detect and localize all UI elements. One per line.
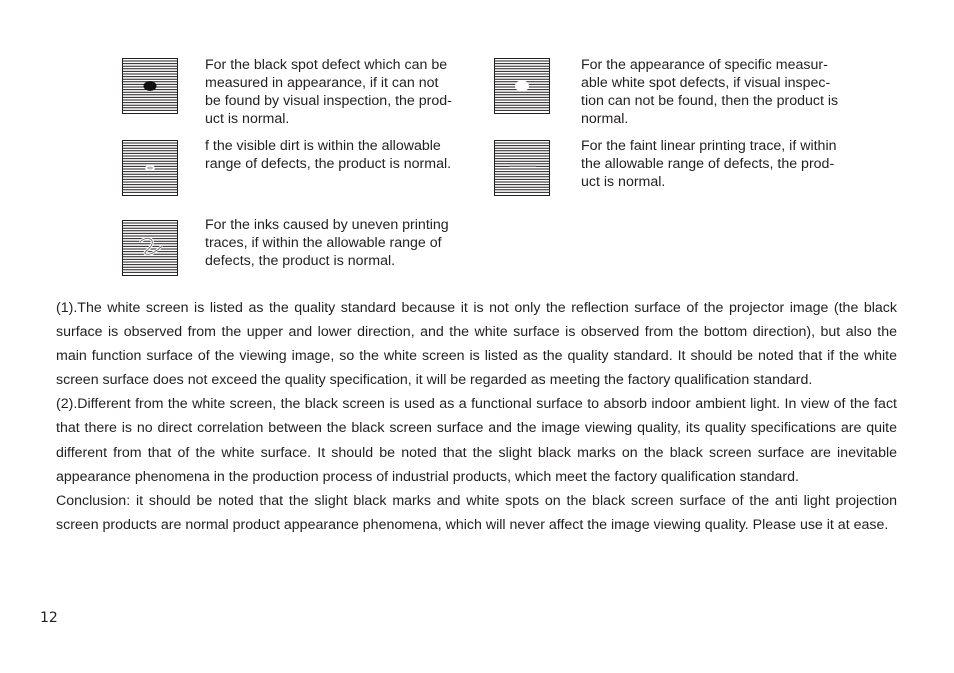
ink-trace-icon	[122, 220, 178, 276]
white-spot-icon	[494, 58, 550, 114]
dirt-swatch	[122, 140, 178, 196]
black-spot-description: For the black spot defect which can be measured in appearance, if it can not be found by visual inspection, the prod- uct is normal.	[205, 57, 452, 127]
linear-trace-description: For the faint linear printing trace, if within the allowable range of defects, the prod- uct is normal.	[581, 138, 837, 190]
linear-trace-swatch	[494, 140, 550, 196]
white-spot-description: For the appearance of specific measur- able white spot defects, if visual inspec- tion can not be found, then the product is normal.	[581, 57, 839, 127]
body-text	[56, 296, 897, 537]
dirt-description: f the visible dirt is within the allowable range of defects, the product is normal.	[205, 138, 452, 172]
black-spot-swatch	[122, 58, 178, 114]
paragraph-black-screen: (2).Different from the white screen, the black screen is used as a functional surface to absorb indoor ambient light. In view of the fact that there is no direct correlation between the black screen surface and the image viewing quality, its quality specifications are quite different from that of the white surface. It should be noted that the slight black marks on the black screen surface are inevitable appearance phenomena in the production process of industrial products, which meet the factory qualification standard.	[56, 396, 897, 485]
white-spot-swatch	[494, 58, 550, 114]
ink-trace-swatch	[122, 220, 178, 276]
ink-trace-description: For the inks caused by uneven printing traces, if within the allowable range of defects, the product is normal.	[205, 217, 449, 269]
black-spot-icon	[122, 58, 178, 114]
paragraph-conclusion: Conclusion: it should be noted that the slight black marks and white spots on the black screen surface of the anti light projection screen products are normal product appearance phenomena, which will never affect the image viewing quality. Please use it at ease.	[56, 492, 897, 533]
linear-trace-icon	[494, 140, 550, 196]
page-number: 12	[40, 610, 58, 626]
dirt-icon	[122, 140, 178, 196]
paragraph-white-screen: (1).The white screen is listed as the quality standard because it is not only the reflection surface of the projector image (the black surface is observed from the upper and lower direction, and the white surface is observed from the bottom direction), but also the main function surface of the viewing image, so the white screen is listed as the quality standard. It should be noted that if the white screen surface does not exceed the quality specification, it will be regarded as meeting the factory qualification standard.	[56, 300, 897, 389]
